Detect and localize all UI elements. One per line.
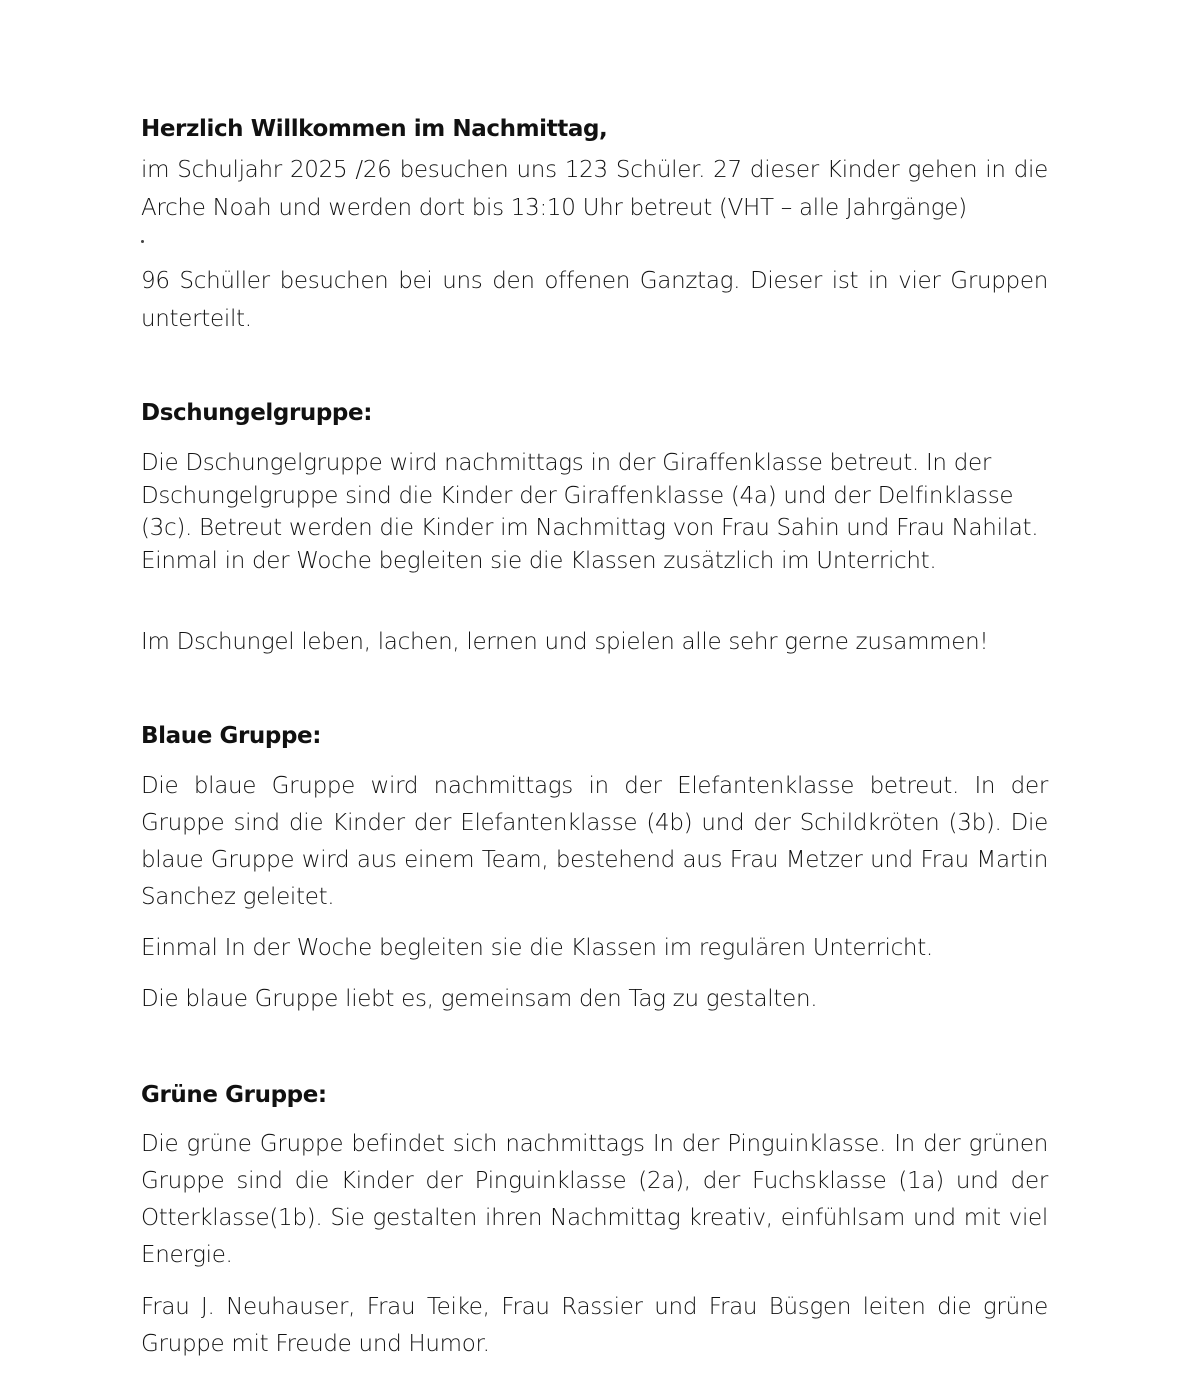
gruene-gruppe-paragraph-2: Frau J. Neuhauser, Frau Teike, Frau Rassier und Frau Büsgen leiten die grüne Gruppe mit Freude und Humor. <box>141 1294 1048 1357</box>
blaue-gruppe-paragraph-2: Einmal In der Woche begleiten sie die Klassen im regulären Unterricht. <box>141 935 933 961</box>
gruene-gruppe-paragraph-1: Die grüne Gruppe befindet sich nachmittags In der Pinguinklasse. In der grünen Gruppe sind die Kinder der Pinguinklasse (2a), der Fuchsklasse (1a) und der Otterklasse(1b). Sie gestalten ihren Nachmittag kreativ, einfühlsam und mit viel Energie. <box>141 1131 1048 1268</box>
ganztag-paragraph: 96 Schüller besuchen bei uns den offenen Ganztag. Dieser ist in vier Gruppen unterteilt. <box>141 268 1048 332</box>
dschungel-heading: Dschungelgruppe: <box>141 400 372 426</box>
dschungel-paragraph-1: Die Dschungelgruppe wird nachmittags in der Giraffenklasse betreut. In der Dschungelgruppe sind die Kinder der Giraffenklasse (4a) und der Delfinklasse (3c). Betreut werden die Kinder im Nachmittag von Frau Sahin und Frau Nahilat. Einmal in der Woche begleiten sie die Klassen zusätzlich im Unterricht. <box>141 450 1039 574</box>
blaue-gruppe-paragraph-3: Die blaue Gruppe liebt es, gemeinsam den Tag zu gestalten. <box>141 986 818 1012</box>
blaue-gruppe-paragraph-1: Die blaue Gruppe wird nachmittags in der Elefantenklasse betreut. In der Gruppe sind die Kinder der Elefantenklasse (4b) und der Schildkröten (3b). Die blaue Gruppe wird aus einem Team, bestehend aus Frau Metzer und Frau Martin Sanchez geleitet. <box>141 773 1048 910</box>
stray-dot <box>141 240 144 243</box>
welcome-heading: Herzlich Willkommen im Nachmittag, <box>141 116 608 142</box>
document-page <box>141 0 1048 1400</box>
intro-paragraph: im Schuljahr 2025 /26 besuchen uns 123 Schüler. 27 dieser Kinder gehen in die Arche Noah und werden dort bis 13:10 Uhr betreut (VHT – alle Jahrgänge) <box>141 157 1048 221</box>
dschungel-paragraph-2: Im Dschungel leben, lachen, lernen und spielen alle sehr gerne zusammen! <box>141 629 989 655</box>
blaue-gruppe-heading: Blaue Gruppe: <box>141 723 322 749</box>
gruene-gruppe-heading: Grüne Gruppe: <box>141 1082 327 1108</box>
